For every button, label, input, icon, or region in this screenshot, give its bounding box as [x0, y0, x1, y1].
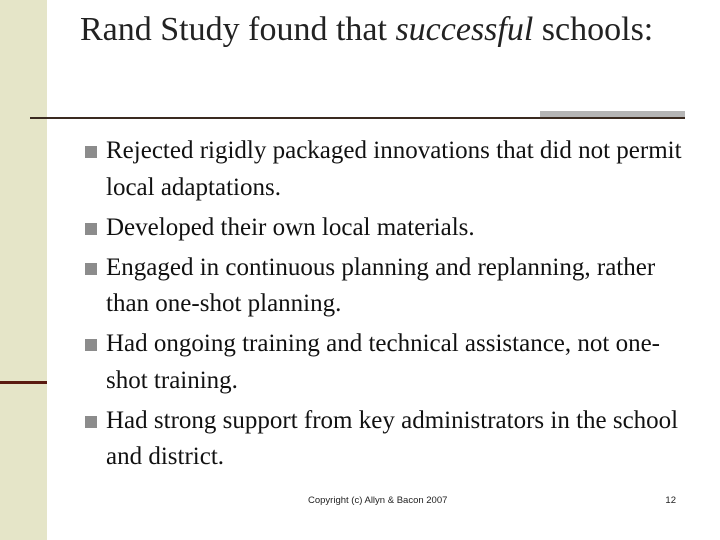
title-emphasis: successful — [395, 11, 534, 48]
bullet-text: Rejected rigidly packaged innovations that did not permit local adaptations. — [106, 137, 682, 201]
bullet-item — [85, 403, 695, 476]
bullet-text: Developed their own local materials. — [106, 213, 475, 241]
bullet-item — [85, 210, 695, 247]
square-bullet-icon — [85, 223, 97, 235]
bullet-item — [85, 326, 695, 399]
bullet-text: Engaged in continuous planning and replanning, rather than one-shot planning. — [106, 253, 656, 318]
title-text: Rand Study found that — [80, 11, 396, 48]
bullet-text: Had ongoing training and technical assistance, not one-shot training. — [106, 330, 661, 394]
bullet-list — [85, 133, 695, 479]
square-bullet-icon — [85, 146, 97, 158]
square-bullet-icon — [85, 416, 97, 428]
bullet-item — [85, 250, 695, 323]
title-text-end: schools: — [533, 11, 654, 48]
square-bullet-icon — [85, 263, 97, 275]
footer-copyright: Copyright (c) Allyn & Bacon 2007 — [308, 495, 448, 506]
left-side-band — [0, 0, 47, 540]
slide-title — [80, 9, 680, 50]
bullet-item — [85, 133, 695, 206]
title-rule — [30, 117, 685, 119]
square-bullet-icon — [85, 339, 97, 351]
side-band-accent-line — [0, 381, 47, 384]
page-number: 12 — [665, 495, 676, 506]
bullet-text: Had strong support from key administrators in the school and district. — [106, 406, 679, 471]
